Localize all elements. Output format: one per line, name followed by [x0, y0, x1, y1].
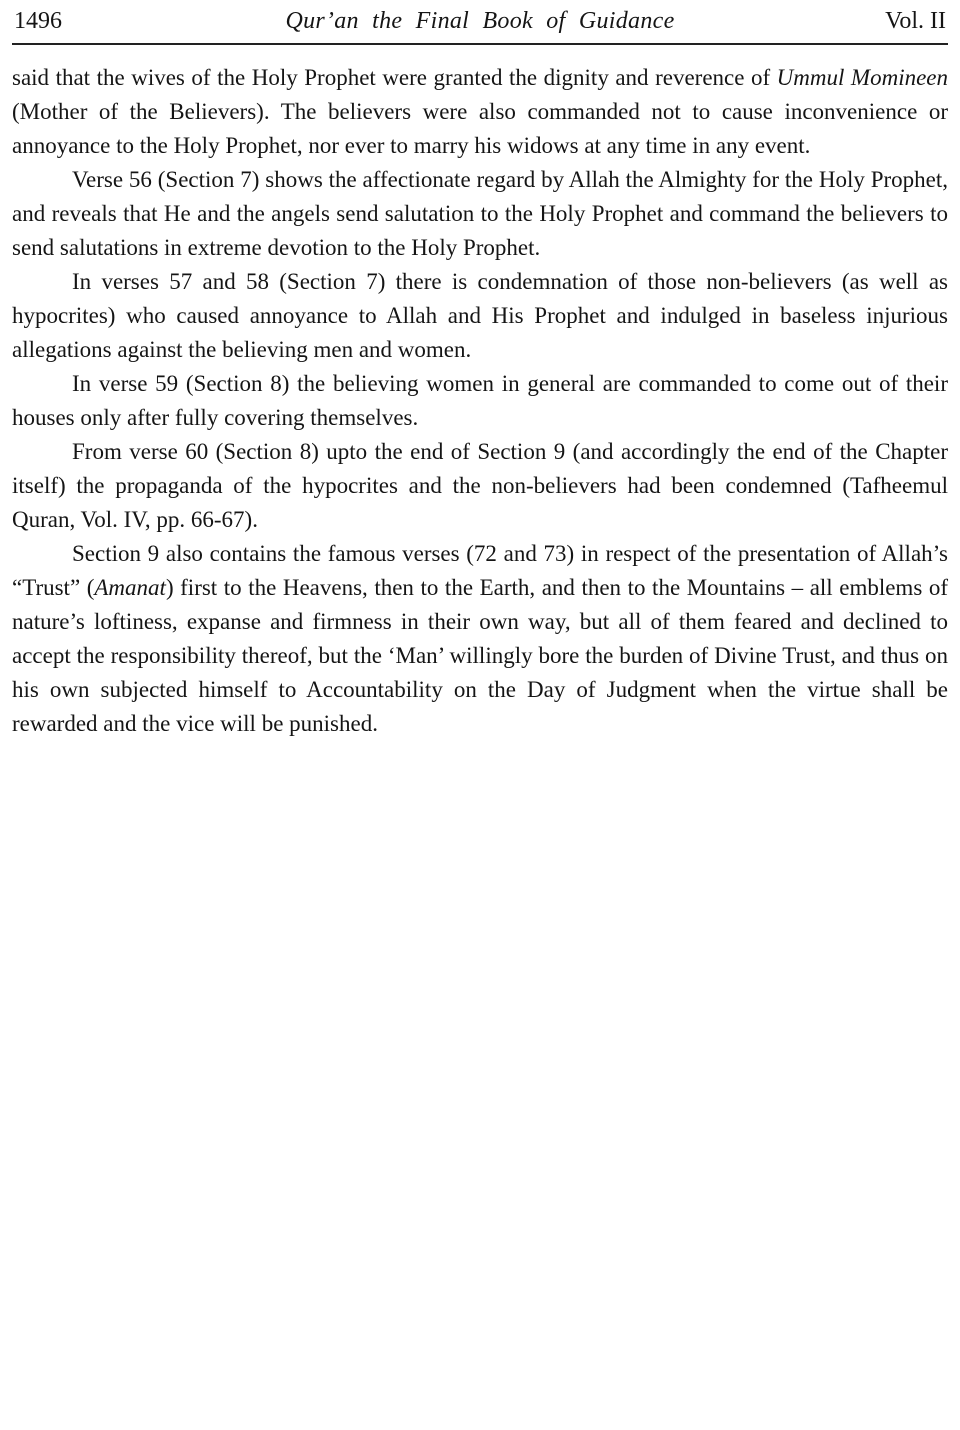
text-run: Verse 56 (Section 7) shows the affectionate regard by Allah the Almighty for the Holy Prophet, and reveals that He and the angels send salutation to the Holy Prophet and command the believers to send salutations in extreme devotion to the Holy Prophet. [12, 167, 948, 260]
text-run: Section 9 also contains the famous verses (72 and 73) in respect of the presentation of Allah’s “Trust” ( [12, 541, 948, 600]
text-run: ) first to the Heavens, then to the Earth, and then to the Mountains – all emblems of nature’s loftiness, expanse and firmness in their own way, but all of them feared and declined to accept the responsibility thereof, but the ‘Man’ willingly bore the burden of Divine Trust, and thus on his own subjected himself to Accountability on the Day of Judgment when the virtue shall be rewarded and the vice will be punished. [12, 575, 948, 736]
page-body [12, 61, 948, 741]
header-rule [12, 43, 948, 45]
paragraph-3 [12, 265, 948, 367]
volume-label: Vol. II [885, 8, 946, 34]
paragraph-2 [12, 163, 948, 265]
paragraph-1 [12, 61, 948, 163]
paragraph-5 [12, 435, 948, 537]
paragraph-4 [12, 367, 948, 435]
text-run: In verses 57 and 58 (Section 7) there is condemnation of those non-believers (as well as hypocrites) who caused annoyance to Allah and His Prophet and indulged in baseless injurious allegations against the believing men and women. [12, 269, 948, 362]
text-run: (Mother of the Believers). The believers were also commanded not to cause inconvenience or annoyance to the Holy Prophet, nor ever to marry his widows at any time in any event. [12, 99, 948, 158]
page-header [12, 6, 948, 43]
text-run: In verse 59 (Section 8) the believing women in general are commanded to come out of their houses only after fully covering themselves. [12, 371, 948, 430]
italic-term: Amanat [94, 575, 166, 600]
book-title: Qur’an the Final Book of Guidance [285, 8, 675, 34]
paragraph-6 [12, 537, 948, 741]
page-number: 1496 [14, 8, 62, 34]
text-run: said that the wives of the Holy Prophet were granted the dignity and reverence of [12, 65, 777, 90]
text-run: From verse 60 (Section 8) upto the end of Section 9 (and accordingly the end of the Chapter itself) the propaganda of the hypocrites and the non-believers had been condemned (Tafheemul Quran, Vol. IV, pp. 66-67). [12, 439, 948, 532]
italic-term: Ummul Momineen [776, 65, 948, 90]
